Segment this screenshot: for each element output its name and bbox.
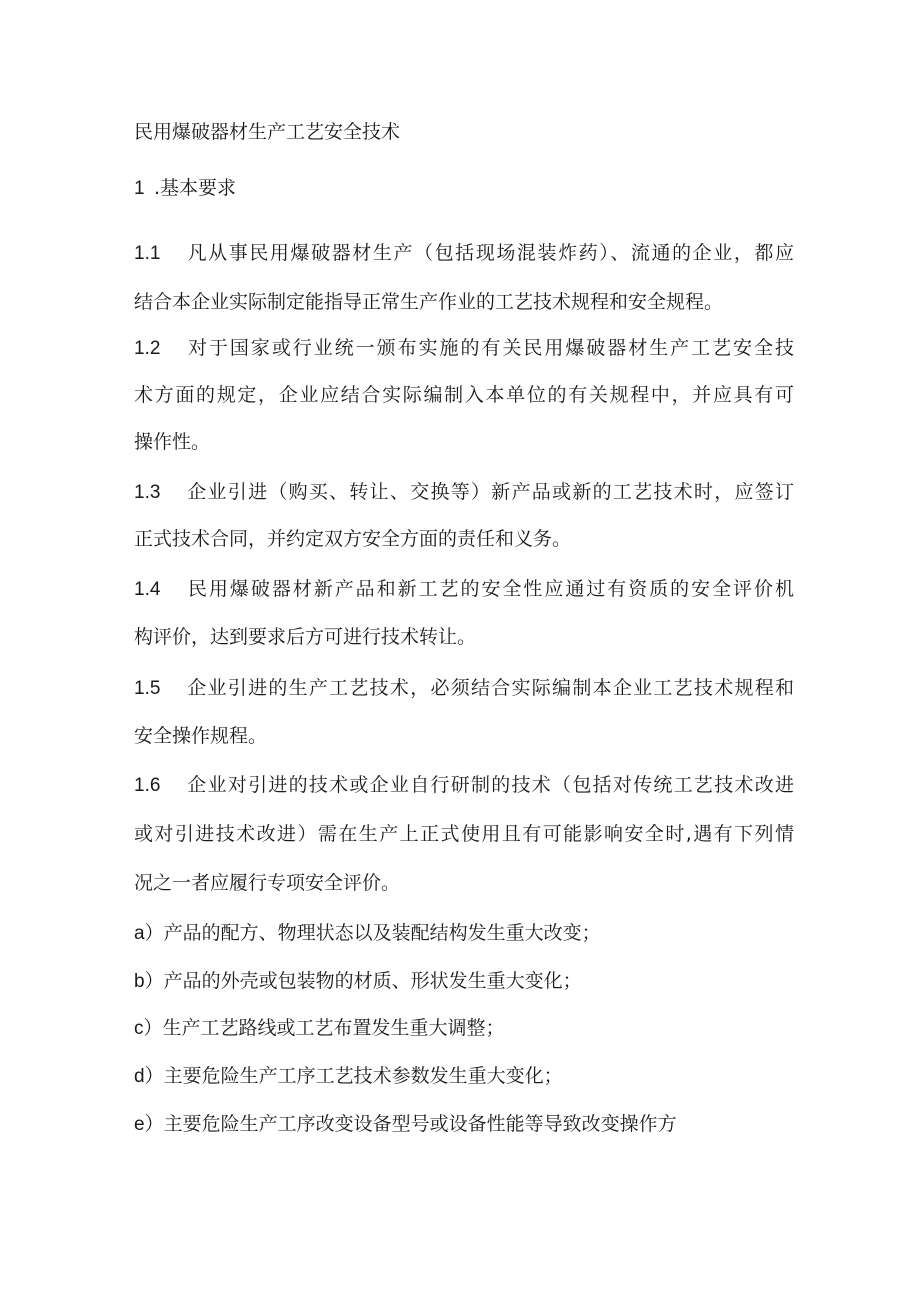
clause-1-2-line-2: 术方面的规定，企业应结合实际编制入本单位的有关规程中，并应具有可 [134, 384, 794, 406]
clause-1-6-line-2: 或对引进技术改进）需在生产上正式使用且有可能影响安全时,遇有下列情 [134, 823, 794, 845]
list-item-label: c [134, 1018, 144, 1039]
clause-1-6-line-3: 况之一者应履行专项安全评价。 [134, 872, 401, 894]
clause-text: 企业对引进的技术或企业自行研制的技术（包括对传统工艺技术改进 [186, 774, 794, 796]
clause-text: 民用爆破器材新产品和新工艺的安全性应通过有资质的安全评价机 [186, 578, 794, 600]
section-title: .基本要求 [154, 177, 237, 199]
clause-number: 1.5 [134, 678, 161, 699]
clause-1-3-line-1 [134, 480, 794, 505]
list-item [134, 1016, 794, 1041]
list-item-text: ）主要危险生产工序工艺技术参数发生重大变化； [144, 1065, 563, 1087]
list-item [134, 969, 794, 994]
section-heading [134, 176, 794, 201]
list-item-text: ）产品的外壳或包装物的材质、形状发生重大变化； [144, 970, 582, 992]
clause-text: 凡从事民用爆破器材生产（包括现场混装炸药）、流通的企业，都应 [186, 242, 794, 264]
clause-1-4-line-1 [134, 577, 794, 602]
clause-1-1-line-2: 结合本企业实际制定能指导正常生产作业的工艺技术规程和安全规程。 [134, 291, 724, 313]
clause-1-4-line-2: 构评价，达到要求后方可进行技术转让。 [134, 626, 477, 648]
clause-1-2-line-3: 操作性。 [134, 431, 211, 453]
clause-number: 1.3 [134, 482, 161, 503]
list-item-label: e [134, 1114, 145, 1135]
document-title: 民用爆破器材生产工艺安全技术 [134, 121, 401, 143]
list-item-label: a [134, 923, 145, 944]
clause-number: 1.2 [134, 338, 161, 359]
list-item-label: b [134, 971, 145, 992]
list-item-text: ）产品的配方、物理状态以及装配结构发生重大改变； [144, 922, 601, 944]
clause-1-5-line-2: 安全操作规程。 [134, 725, 268, 747]
list-item [134, 1112, 794, 1137]
clause-1-1-line-1 [134, 241, 794, 266]
list-item [134, 921, 794, 946]
clause-number: 1.6 [134, 775, 161, 796]
clause-number: 1.1 [134, 243, 161, 264]
list-item [134, 1064, 794, 1089]
clause-text: 企业引进的生产工艺技术，必须结合实际编制本企业工艺技术规程和 [186, 677, 794, 699]
clause-1-2-line-1 [134, 336, 794, 361]
clause-1-6-line-1 [134, 773, 794, 798]
list-item-text: ）生产工艺路线或工艺布置发生重大调整； [143, 1017, 505, 1039]
clause-1-3-line-2: 正式技术合同，并约定双方安全方面的责任和义务。 [134, 528, 572, 550]
clause-number: 1.4 [134, 579, 161, 600]
section-number: 1 [134, 178, 145, 199]
clause-text: 企业引进（购买、转让、交换等）新产品或新的工艺技术时，应签订 [186, 481, 794, 503]
list-item-label: d [134, 1066, 145, 1087]
list-item-text: ）主要危险生产工序改变设备型号或设备性能等导致改变操作方 [144, 1113, 677, 1135]
clause-text: 对于国家或行业统一颁布实施的有关民用爆破器材生产工艺安全技 [186, 337, 794, 359]
clause-1-5-line-1 [134, 676, 794, 701]
